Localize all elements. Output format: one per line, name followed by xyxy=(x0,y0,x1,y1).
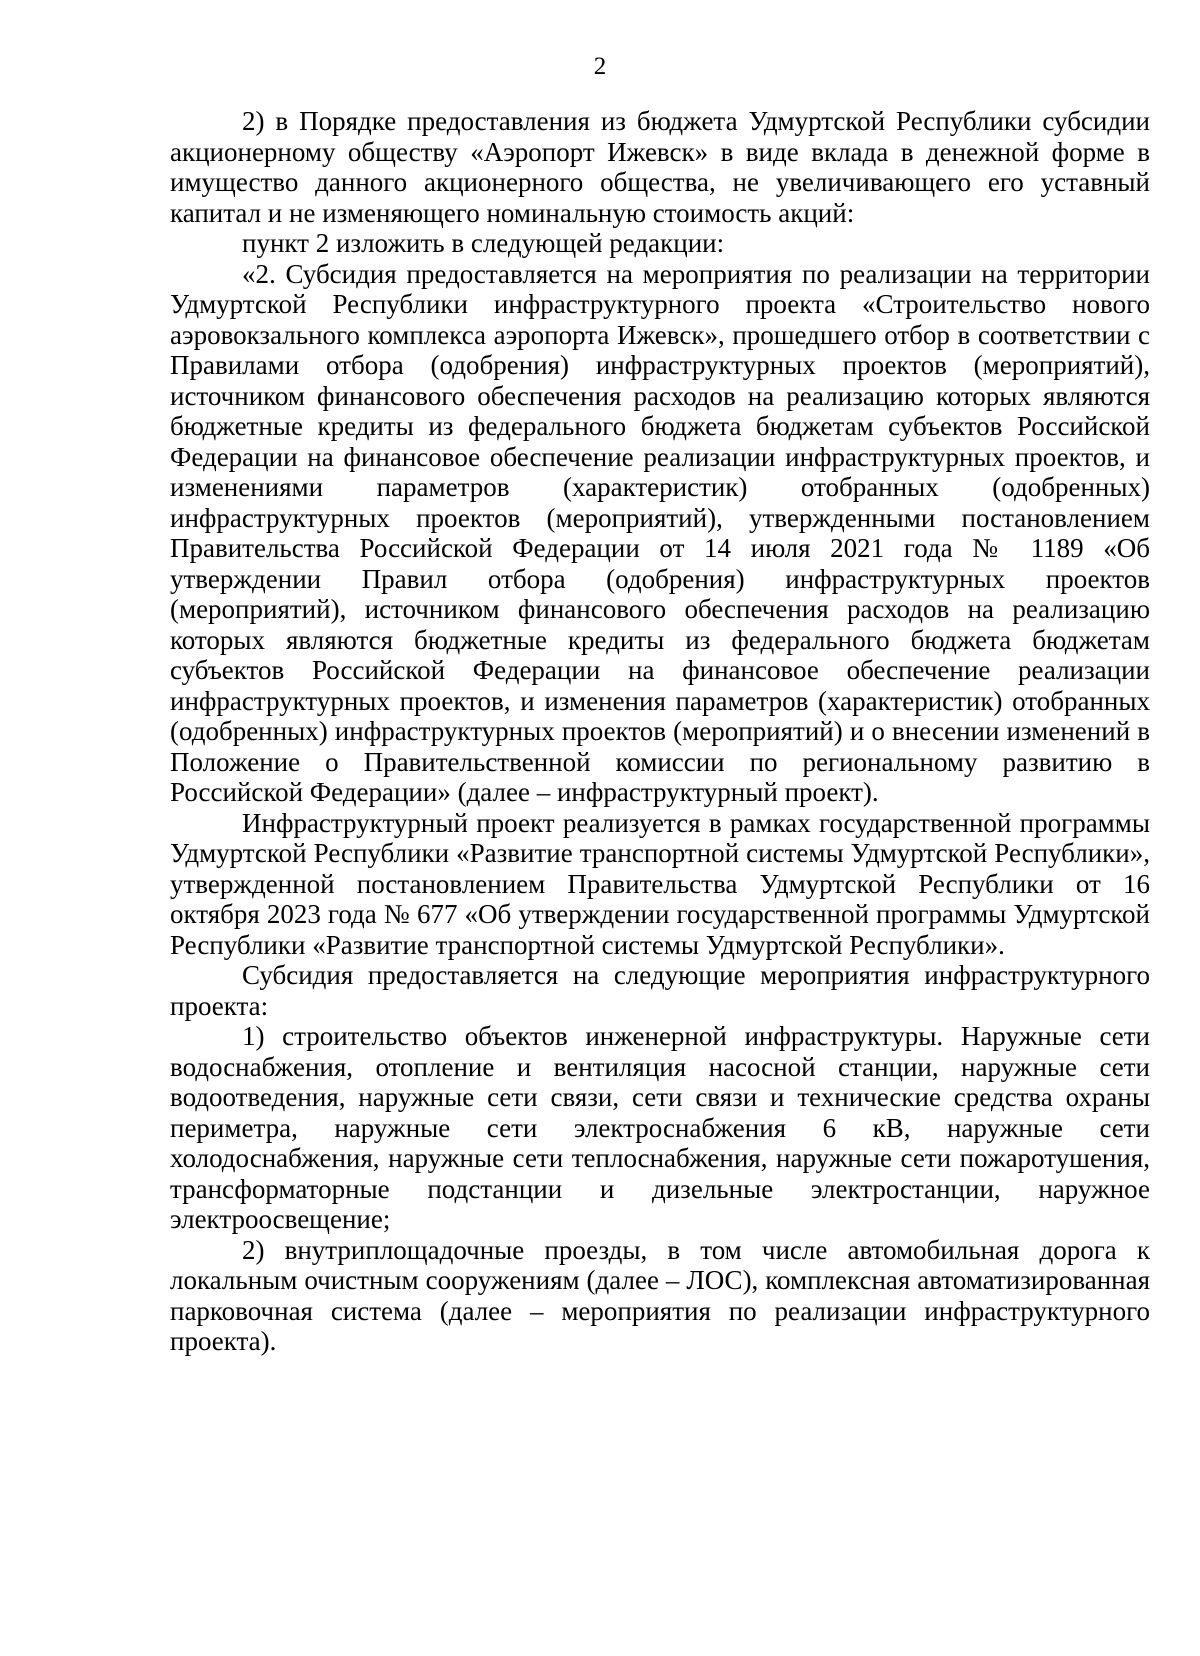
document-body xyxy=(170,106,1150,1357)
paragraph-state-program: Инфраструктурный проект реализуется в рамках государственной программы Удмуртской Республики «Развитие транспортной системы Удмуртской Республики», утвержденной постановлением Правительства Удмуртской Республики от 16 октября 2023 года № 677 «Об утверждении государственной программы Удмуртской Республики «Развитие транспортной системы Удмуртской Республики». xyxy=(170,807,1150,960)
paragraph-item-1: 1) строительство объектов инженерной инфраструктуры. Наружные сети водоснабжения, отопление и вентиляция насосной станции, наружные сети водоотведения, наружные сети связи, сети связи и технические средства охраны периметра, наружные сети электроснабжения 6 кВ, наружные сети холодоснабжения, наружные сети теплоснабжения, наружные сети пожаротушения, трансформаторные подстанции и дизельные электростанции, наружное электроосвещение; xyxy=(170,1021,1150,1234)
paragraph-clause-instruction: пункт 2 изложить в следующей редакции: xyxy=(242,228,725,258)
paragraph-item-2: 2) внутриплощадочные проезды, в том числе автомобильная дорога к локальным очистным сооружениям (далее – ЛОС), комплексная автоматизированная парковочная система (далее – мероприятия по реализации инфраструктурного проекта). xyxy=(170,1234,1150,1356)
paragraph-clause-2: «2. Субсидия предоставляется на мероприятия по реализации на территории Удмуртской Республики инфраструктурного проекта «Строительство нового аэровокзального комплекса аэропорта Ижевск», прошедшего отбор в соответствии с Правилами отбора (одобрения) инфраструктурных проектов (мероприятий), источником финансового обеспечения расходов на реализацию которых являются бюджетные кредиты из федерального бюджета бюджетам субъектов Российской Федерации на финансовое обеспечение реализации инфраструктурных проектов, и изменениями параметров (характеристик) отобранных (одобренных) инфраструктурных проектов (мероприятий), утвержденными постановлением Правительства Российской Федерации от 14 июля 2021 года № 1189 «Об утверждении Правил отбора (одобрения) инфраструктурных проектов (мероприятий), источником финансового обеспечения расходов на реализацию которых являются бюджетные кредиты из федерального бюджета бюджетам субъектов Российской Федерации на финансовое обеспечение реализации инфраструктурных проектов, и изменения параметров (характеристик) отобранных (одобренных) инфраструктурных проектов (мероприятий) и о внесении изменений в Положение о Правительственной комиссии по региональному развитию в Российской Федерации» (далее – инфраструктурный проект). xyxy=(170,258,1150,807)
paragraph-subsidy-activities: Субсидия предоставляется на следующие мероприятия инфраструктурного проекта: xyxy=(170,960,1150,1021)
paragraph-amendment-intro: 2) в Порядке предоставления из бюджета Удмуртской Республики субсидии акционерному обществу «Аэропорт Ижевск» в виде вклада в денежной форме в имущество данного акционерного общества, не увеличивающего его уставный капитал и не изменяющего номинальную стоимость акций: xyxy=(170,106,1150,228)
page-number: 2 xyxy=(593,53,607,80)
